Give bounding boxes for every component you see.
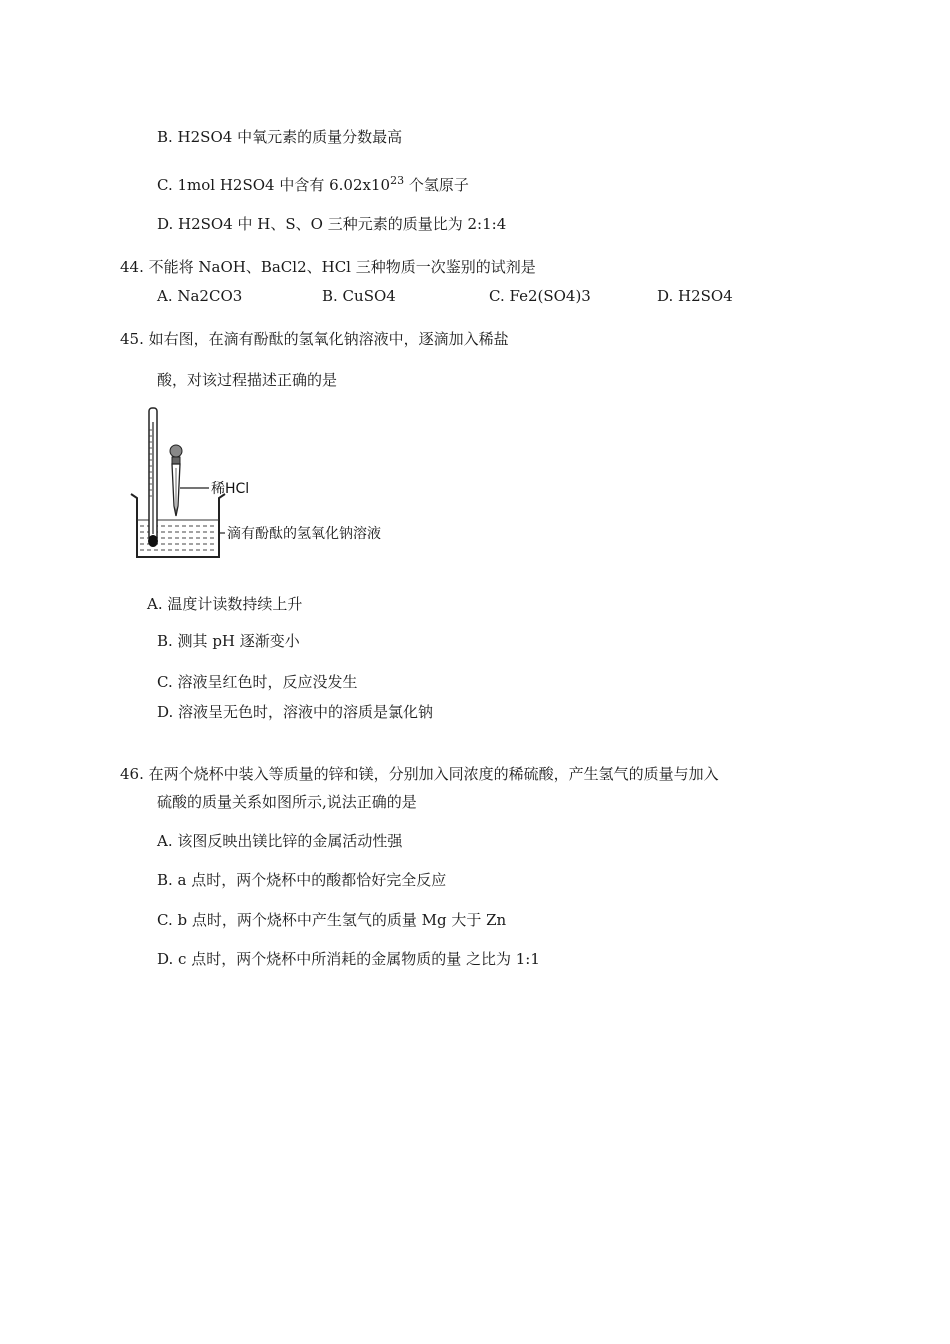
q45-option-a: A. 温度计读数持续上升 <box>147 595 303 613</box>
q46-option-b: B. a 点时，两个烧杯中的酸都恰好完全反应 <box>157 871 447 889</box>
titration-apparatus-figure <box>125 402 425 567</box>
q46-option-c: C. b 点时，两个烧杯中产生氢气的质量 Mg 大于 Zn <box>157 911 507 929</box>
q43-option-b: B. H2SO4 中氧元素的质量分数最高 <box>157 128 403 146</box>
q45-option-b: B. 测其 pH 逐渐变小 <box>157 632 300 650</box>
q44-option-b: B. CuSO4 <box>322 287 396 305</box>
q45-option-d: D. 溶液呈无色时，溶液中的溶质是氯化钠 <box>157 703 434 721</box>
q45-stem-line1: 45. 如右图，在滴有酚酞的氢氧化钠溶液中，逐滴加入稀盐 <box>120 330 509 348</box>
q43-option-c-tail: 个氢原子 <box>404 176 469 194</box>
q44-option-a: A. Na2CO3 <box>157 287 243 305</box>
q43-option-c <box>157 171 469 195</box>
q43-option-c-exponent: 23 <box>390 174 405 187</box>
q44-option-d: D. H2SO4 <box>657 287 733 305</box>
dropper <box>170 445 182 516</box>
q46-option-a: A. 该图反映出镁比锌的金属活动性强 <box>157 832 403 850</box>
q43-option-d: D. H2SO4 中 H、S、O 三种元素的质量比为 2:1:4 <box>157 215 507 233</box>
q45-option-c: C. 溶液呈红色时，反应没发生 <box>157 673 358 691</box>
thermometer <box>148 408 158 547</box>
q44-options <box>157 286 857 306</box>
figure-label-solution: 滴有酚酞的氢氧化钠溶液 <box>227 526 381 542</box>
figure-label-hcl: 稀HCl <box>211 481 250 497</box>
q46-stem-line2: 硫酸的质量关系如图所示,说法正确的是 <box>157 793 417 811</box>
q44-stem: 44. 不能将 NaOH、BaCl2、HCl 三种物质一次鉴别的试剂是 <box>120 258 536 276</box>
q43-option-c-text: C. 1mol H2SO4 中含有 6.02x10 <box>157 176 391 194</box>
q45-stem-line2: 酸，对该过程描述正确的是 <box>157 371 338 389</box>
q44-option-c: C. Fe2(SO4)3 <box>489 287 591 305</box>
q46-stem-line1: 46. 在两个烧杯中装入等质量的锌和镁，分别加入同浓度的稀硫酸，产生氢气的质量与加入 <box>120 765 719 783</box>
q46-option-d: D. c 点时，两个烧杯中所消耗的金属物质的量 之比为 1:1 <box>157 950 540 968</box>
